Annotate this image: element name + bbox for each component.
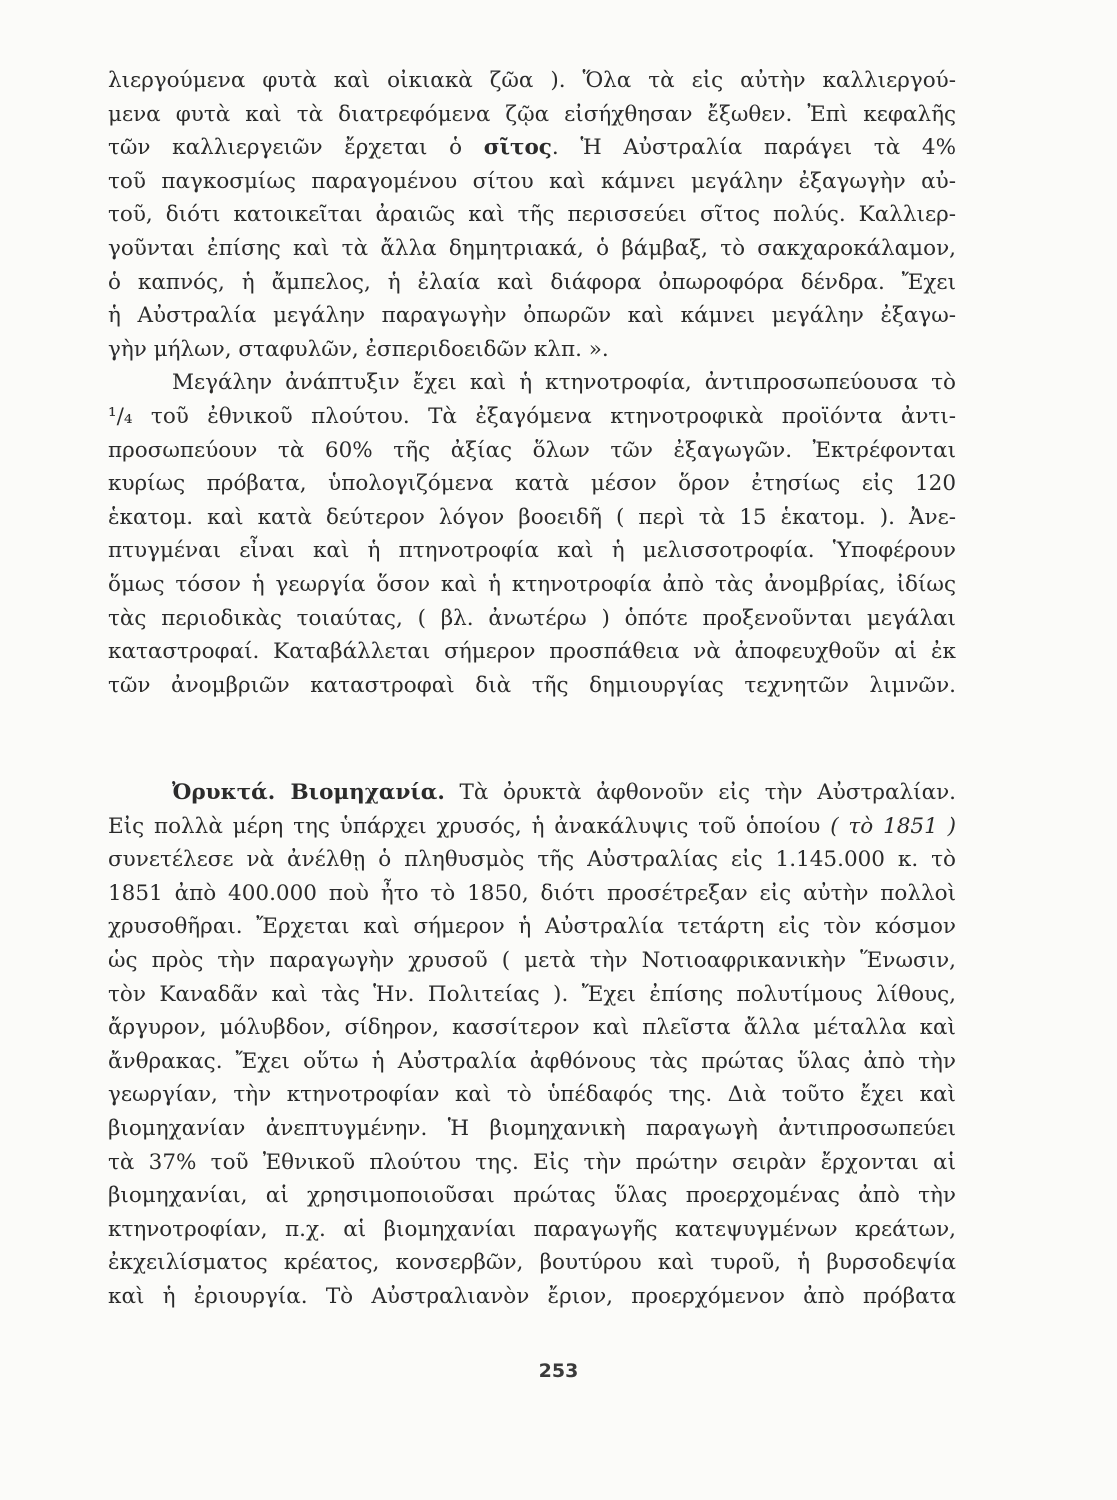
text-line: ὡς πρὸς τὴν παραγωγὴν χρυσοῦ ( μετὰ τὴν Νοτιοαφρικανικὴν Ἕνωσιν, [108, 947, 956, 973]
text-line: καὶ ἡ ἐριουργία. Τὸ Αὐστραλιανὸν ἔριον, προερχόμενον ἀπὸ πρόβατα [108, 1283, 956, 1309]
text-line: τὸν Καναδᾶν καὶ τὰς Ἡν. Πολιτείας ). Ἔχει ἐπίσης πολυτίμους λίθους, [108, 981, 956, 1007]
text-line: προσωπεύουν τὰ 60% τῆς ἀξίας ὅλων τῶν ἐξαγωγῶν. Ἐκτρέφονται [108, 437, 956, 463]
text-line: τοῦ παγκοσμίως παραγομένου σίτου καὶ κάμνει μεγάλην ἐξαγωγὴν αὐ- [108, 168, 956, 194]
text-line: τὰ 37% τοῦ Ἐθνικοῦ πλούτου της. Εἰς τὴν πρώτην σειρὰν ἔρχονται αἱ [108, 1149, 956, 1175]
page-number: 253 [538, 1360, 579, 1382]
text-line: γὴν μήλων, σταφυλῶν, ἐσπεριδοειδῶν κλπ. ». [108, 336, 609, 362]
text-line: τῶν ἀνομβριῶν καταστροφαὶ διὰ τῆς δημιουργίας τεχνητῶν λιμνῶν. [108, 672, 956, 698]
text-line: ἄνθρακας. Ἔχει οὕτω ἡ Αὐστραλία ἀφθόνους τὰς πρώτας ὕλας ἀπὸ τὴν [108, 1048, 956, 1074]
text-line: τὰς περιοδικὰς τοιαύτας, ( βλ. ἀνωτέρω ) ὁπότε προξενοῦνται μεγάλαι [108, 605, 956, 631]
bold-term-wheat: σῖτος [483, 135, 552, 161]
text-line: Ὀρυκτά. Βιομηχανία. Τὰ ὀρυκτὰ ἀφθονοῦν εἰς τὴν Αὐστραλίαν. [172, 780, 957, 805]
text-line: γοῦνται ἐπίσης καὶ τὰ ἄλλα δημητριακά, ὁ βάμβαξ, τὸ σακχαροκάλαμον, [108, 235, 956, 261]
paragraph-agriculture [108, 64, 956, 702]
text-line: λιεργούμενα φυτὰ καὶ οἰκιακὰ ζῶα ). Ὅλα τὰ εἰς αὐτὴν καλλιεργού- [108, 68, 956, 93]
text-line: ὅμως τόσον ἡ γεωργία ὅσον καὶ ἡ κτηνοτροφία ἀπὸ τὰς ἀνομβρίας, ἰδίως [108, 571, 956, 597]
section-heading: Ὀρυκτά. Βιομηχανία. [172, 780, 445, 805]
text-line: βιομηχανίαν ἀνεπτυγμένην. Ἡ βιομηχανικὴ παραγωγὴ ἀντιπροσωπεύει [108, 1115, 956, 1141]
text-line: καταστροφαί. Καταβάλλεται σήμερον προσπάθεια νὰ ἀποφευχθοῦν αἱ ἐκ [108, 639, 956, 665]
text-line: βιομηχανίαι, αἱ χρησιμοποιοῦσαι πρώτας ὕλας προερχομένας ἀπὸ τὴν [108, 1183, 956, 1209]
text-line: ἡ Αὐστραλία μεγάλην παραγωγὴν ὀπωρῶν καὶ κάμνει μεγάλην ἐξαγω- [108, 303, 956, 329]
text-line: τῶν καλλιεργειῶν ἔρχεται ὁ σῖτος. Ἡ Αὐστραλία παράγει τὰ 4% [108, 135, 956, 161]
text-line: συνετέλεσε νὰ ἀνέλθῃ ὁ πληθυσμὸς τῆς Αὐστραλίας εἰς 1.145.000 κ. τὸ [108, 847, 956, 873]
text-line: ¹/₄ τοῦ ἐθνικοῦ πλούτου. Τὰ ἐξαγόμενα κτηνοτροφικὰ προϊόντα ἀντι- [108, 403, 956, 429]
text-line: Μεγάλην ἀνάπτυξιν ἔχει καὶ ἡ κτηνοτροφία, ἀντιπροσωπεύουσα τὸ [172, 370, 956, 396]
text-line: τοῦ, διότι κατοικεῖται ἀραιῶς καὶ τῆς περισσεύει σῖτος πολύς. Καλλιερ- [108, 202, 956, 228]
text-line: ὁ καπνός, ἡ ἄμπελος, ἡ ἐλαία καὶ διάφορα ὀπωροφόρα δένδρα. Ἔχει [108, 269, 956, 295]
text-line: μενα φυτὰ καὶ τὰ διατρεφόμενα ζῷα εἰσήχθησαν ἔξωθεν. Ἐπὶ κεφαλῆς [108, 101, 956, 127]
paragraph-minerals-industry [108, 776, 956, 1314]
text-line: πτυγμέναι εἶναι καὶ ἡ πτηνοτροφία καὶ ἡ μελισσοτροφία. Ὑποφέρουν [108, 538, 956, 564]
text-line: ἑκατομ. καὶ κατὰ δεύτερον λόγον βοοειδῆ ( περὶ τὰ 15 ἑκατομ. ). Ἀνε- [108, 504, 956, 530]
text-line: κυρίως πρόβατα, ὑπολογιζόμενα κατὰ μέσον ὅρον ἐτησίως εἰς 120 [108, 471, 956, 497]
text-line: ἄργυρον, μόλυβδον, σίδηρον, κασσίτερον καὶ πλεῖστα ἄλλα μέταλλα καὶ [108, 1015, 956, 1041]
text-line: ἐκχειλίσματος κρέατος, κονσερβῶν, βουτύρου καὶ τυροῦ, ἡ βυρσοδεψία [108, 1250, 956, 1276]
text-line: χρυσοθῆραι. Ἔρχεται καὶ σήμερον ἡ Αὐστραλία τετάρτη εἰς τὸν κόσμον [108, 914, 956, 940]
italic-year: ( τὸ 1851 ) [830, 813, 956, 839]
text-line: γεωργίαν, τὴν κτηνοτροφίαν καὶ τὸ ὑπέδαφός της. Διὰ τοῦτο ἔχει καὶ [108, 1082, 956, 1108]
text-line: κτηνοτροφίαν, π.χ. αἱ βιομηχανίαι παραγωγῆς κατεψυγμένων κρεάτων, [108, 1216, 956, 1242]
text-line: 1851 ἀπὸ 400.000 ποὺ ἦτο τὸ 1850, διότι προσέτρεξαν εἰς αὐτὴν πολλοὶ [108, 880, 956, 906]
text-line: Εἰς πολλὰ μέρη της ὑπάρχει χρυσός, ἡ ἀνακάλυψις τοῦ ὁποίου ( τὸ 1851 ) [108, 813, 956, 839]
